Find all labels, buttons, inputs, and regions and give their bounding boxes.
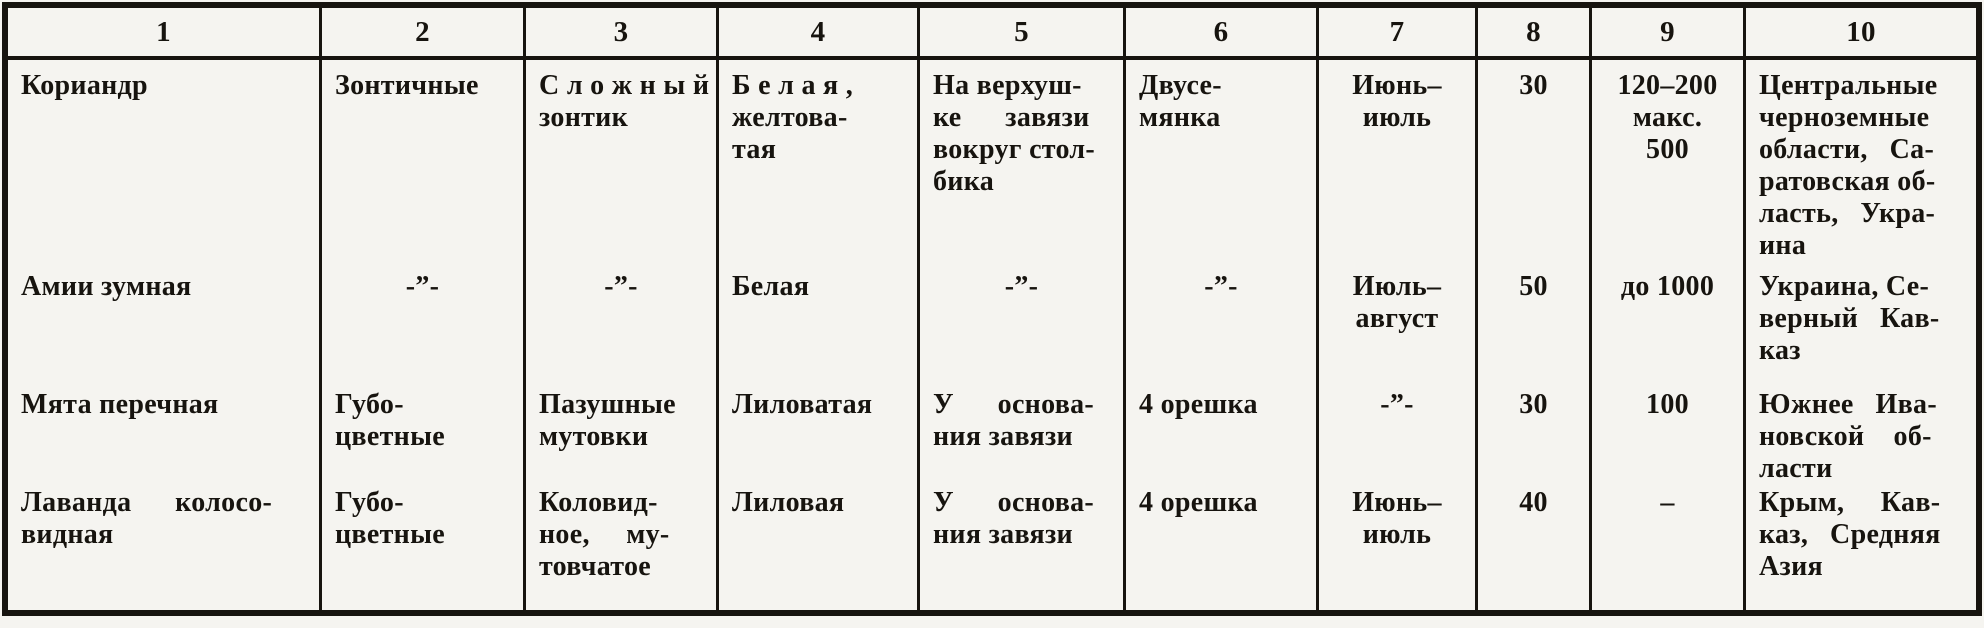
text-line: Центральные — [1759, 70, 1938, 101]
text-line: Губо- — [335, 389, 404, 420]
text-line: ина — [1759, 230, 1807, 261]
text-line: Лиловая — [732, 487, 845, 518]
text-line: Крым, Кав- — [1759, 487, 1941, 518]
cell-r2-c3 — [526, 261, 719, 379]
text-line: видная — [21, 519, 114, 550]
cell-r1-c8 — [1478, 60, 1592, 261]
plants-table — [2, 2, 1982, 616]
text-line: каз — [1759, 335, 1801, 366]
text-line: товчатое — [539, 551, 652, 582]
cell-r2-c1 — [8, 261, 322, 379]
cell-r4-c10 — [1746, 477, 1976, 610]
text-line: июль — [1362, 519, 1432, 550]
text-line: -”- — [1004, 271, 1039, 302]
text-line: каз, Средняя — [1759, 519, 1941, 550]
text-line: тая — [732, 134, 777, 165]
text-line: Июнь– — [1352, 487, 1442, 518]
text-line: 120–200 — [1617, 70, 1718, 101]
text-line: 30 — [1519, 389, 1548, 420]
text-line: Мята перечная — [21, 389, 219, 420]
header-cell-5: 5 — [920, 8, 1126, 60]
text-line: – — [1660, 487, 1675, 518]
header-cell-6: 6 — [1126, 8, 1319, 60]
cell-r2-c6 — [1126, 261, 1319, 379]
cell-r1-c2 — [322, 60, 526, 261]
text-line: ния завязи — [933, 519, 1073, 550]
header-cell-2: 2 — [322, 8, 526, 60]
cell-r1-c9 — [1592, 60, 1746, 261]
header-cell-7: 7 — [1319, 8, 1478, 60]
header-cell-4: 4 — [719, 8, 920, 60]
text-line: черноземные — [1759, 102, 1930, 133]
cell-r1-c5 — [920, 60, 1126, 261]
text-line: мутовки — [539, 421, 649, 452]
text-line: Амии зумная — [21, 271, 192, 302]
text-line: вокруг стол- — [933, 134, 1096, 165]
cell-r3-c1 — [8, 379, 322, 477]
header-cell-10: 10 — [1746, 8, 1976, 60]
cell-r1-c1 — [8, 60, 322, 261]
text-line: Июль– — [1352, 271, 1442, 302]
text-line: Кориандр — [21, 70, 148, 101]
text-line: Июнь– — [1352, 70, 1442, 101]
header-cell-1: 1 — [8, 8, 322, 60]
text-line: ласти — [1759, 453, 1833, 484]
text-line: Лаванда колосо- — [21, 487, 273, 518]
text-line: 4 орешка — [1139, 487, 1258, 518]
text-line: 50 — [1519, 271, 1548, 302]
cell-r4-c4 — [719, 477, 920, 610]
text-line: На верхуш- — [933, 70, 1082, 101]
text-line: ласть, Укра- — [1759, 198, 1936, 229]
header-cell-8: 8 — [1478, 8, 1592, 60]
cell-r3-c2 — [322, 379, 526, 477]
cell-r1-c6 — [1126, 60, 1319, 261]
text-line: Лиловатая — [732, 389, 873, 420]
cell-r3-c10 — [1746, 379, 1976, 484]
cell-r2-c8 — [1478, 261, 1592, 379]
cell-r2-c4 — [719, 261, 920, 379]
cell-r4-c8 — [1478, 477, 1592, 610]
text-line: У основа- — [933, 487, 1095, 518]
text-line: август — [1355, 303, 1439, 334]
cell-r3-c5 — [920, 379, 1126, 477]
text-line: до 1000 — [1620, 271, 1715, 302]
text-line: области, Са- — [1759, 134, 1935, 165]
text-line: Зонтичные — [335, 70, 479, 101]
cell-r1-c7 — [1319, 60, 1478, 261]
cell-r4-c3 — [526, 477, 719, 610]
cell-r4-c5 — [920, 477, 1126, 610]
cell-r3-c9 — [1592, 379, 1746, 477]
text-line: 500 — [1646, 134, 1689, 165]
text-line: Коловид- — [539, 487, 658, 518]
cell-r2-c5 — [920, 261, 1126, 379]
cell-r2-c9 — [1592, 261, 1746, 379]
cell-r3-c3 — [526, 379, 719, 477]
text-line: июль — [1362, 102, 1432, 133]
cell-r3-c7 — [1319, 379, 1478, 477]
text-line: зонтик — [539, 102, 629, 133]
text-line: Б е л а я , — [732, 70, 854, 101]
text-line: 4 орешка — [1139, 389, 1258, 420]
text-line: -”- — [1204, 271, 1238, 302]
cell-r3-c6 — [1126, 379, 1319, 477]
header-cell-3: 3 — [526, 8, 719, 60]
cell-r2-c7 — [1319, 261, 1478, 379]
cell-r4-c2 — [322, 477, 526, 610]
text-line: -”- — [604, 271, 638, 302]
text-line: -”- — [405, 271, 440, 302]
cell-r1-c3 — [526, 60, 719, 261]
cell-r4-c6 — [1126, 477, 1319, 610]
text-line: верный Кав- — [1759, 303, 1940, 334]
cell-r2-c10 — [1746, 261, 1976, 379]
cell-r3-c8 — [1478, 379, 1592, 477]
text-line: ное, му- — [539, 519, 670, 550]
text-line: желтова- — [732, 102, 848, 133]
text-line: 100 — [1646, 389, 1689, 420]
text-line: 40 — [1519, 487, 1548, 518]
text-line: ния завязи — [933, 421, 1073, 452]
text-line: ке завязи — [933, 102, 1090, 133]
cell-r2-c2 — [322, 261, 526, 379]
text-line: Двусе- — [1139, 70, 1222, 101]
cell-r4-c1 — [8, 477, 322, 610]
text-line: цветные — [335, 421, 445, 452]
cell-r4-c7 — [1319, 477, 1478, 610]
text-line: Украина, Се- — [1759, 271, 1930, 302]
text-line: 30 — [1519, 70, 1548, 101]
text-line: С л о ж н ы й — [539, 70, 710, 101]
text-line: Белая — [732, 271, 810, 302]
cell-r1-c10 — [1746, 60, 1976, 261]
text-line: Азия — [1759, 551, 1823, 582]
header-cell-9: 9 — [1592, 8, 1746, 60]
text-line: ратовская об- — [1759, 166, 1936, 197]
text-line: новской об- — [1759, 421, 1932, 452]
cell-r1-c4 — [719, 60, 920, 261]
text-line: макс. — [1632, 102, 1703, 133]
text-line: Губо- — [335, 487, 404, 518]
text-line: бика — [933, 166, 995, 197]
text-line: Южнее Ива- — [1759, 389, 1937, 420]
text-line: цветные — [335, 519, 445, 550]
text-line: мянка — [1139, 102, 1221, 133]
cell-r4-c9 — [1592, 477, 1746, 610]
text-line: У основа- — [933, 389, 1095, 420]
text-line: -”- — [1380, 389, 1414, 420]
cell-r3-c4 — [719, 379, 920, 477]
text-line: Пазушные — [539, 389, 676, 420]
